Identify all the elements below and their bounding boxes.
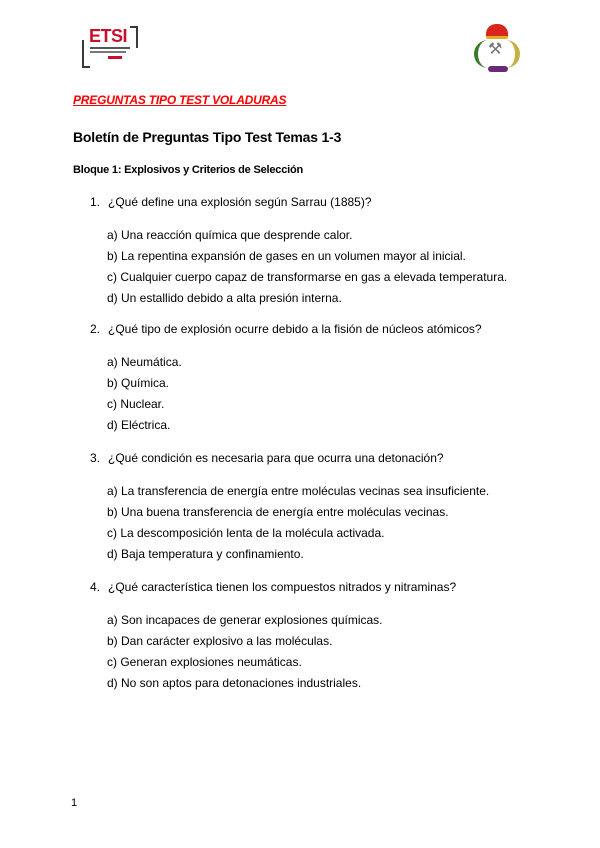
question-number: 1.	[90, 195, 101, 209]
answer-option-a: a) Son incapaces de generar explosiones químicas.	[107, 613, 383, 627]
question-number: 4.	[90, 580, 101, 594]
question-text: ¿Qué condición es necesaria para que ocurra una detonación?	[108, 451, 444, 465]
question-number: 3.	[90, 451, 101, 465]
crossed-hammers-icon: ⚒	[488, 41, 503, 58]
logo-subtitle-line	[90, 51, 126, 53]
oak-branch-icon	[501, 40, 520, 68]
answer-option-c: c) Generan explosiones neumáticas.	[107, 655, 302, 669]
question-text: ¿Qué define una explosión según Sarrau (1885)?	[108, 195, 372, 209]
etsi-logo-icon	[82, 26, 138, 68]
logo-university-mark	[108, 56, 122, 59]
answer-option-a: a) La transferencia de energía entre moléculas vecinas sea insuficiente.	[107, 484, 490, 498]
answer-option-d: d) Baja temperatura y confinamiento.	[107, 547, 304, 561]
answer-options	[107, 228, 507, 312]
answer-option-a: a) Una reacción química que desprende calor.	[107, 228, 353, 242]
answer-option-b: b) Química.	[107, 376, 170, 390]
answer-option-c: c) Nuclear.	[107, 397, 165, 411]
question-2	[90, 322, 482, 439]
question-number: 2.	[90, 322, 101, 336]
question-4	[90, 580, 456, 697]
answer-option-d: d) Un estallido debido a alta presión interna.	[107, 291, 342, 305]
answer-option-b: b) La repentina expansión de gases en un volumen mayor al inicial.	[107, 249, 466, 263]
answer-options	[107, 613, 456, 697]
question-1	[90, 195, 507, 312]
section-title: Bloque 1: Explosivos y Criterios de Selección	[73, 164, 304, 176]
answer-option-d: d) Eléctrica.	[107, 418, 171, 432]
answer-options	[107, 355, 482, 439]
answer-option-b: b) Dan carácter explosivo a las moléculas.	[107, 634, 333, 648]
question-text: ¿Qué característica tienen los compuestos nitrados y nitraminas?	[108, 580, 457, 594]
page-number: 1	[71, 797, 78, 809]
document-title: Boletín de Preguntas Tipo Test Temas 1-3	[73, 129, 342, 145]
answer-options	[107, 484, 489, 568]
logo-subtitle-line	[90, 47, 130, 49]
coat-of-arms-icon	[468, 24, 528, 76]
question-3	[90, 451, 489, 568]
answer-option-d: d) No son aptos para detonaciones industriales.	[107, 676, 362, 690]
crown-icon	[486, 24, 508, 39]
answer-option-c: c) La descomposición lenta de la molécula activada.	[107, 526, 385, 540]
ribbon-icon	[488, 66, 508, 72]
document-label: PREGUNTAS TIPO TEST VOLADURAS	[73, 93, 287, 107]
answer-option-c: c) Cualquier cuerpo capaz de transformarse en gas a elevada temperatura.	[107, 270, 508, 284]
answer-option-b: b) Una buena transferencia de energía entre moléculas vecinas.	[107, 505, 449, 519]
question-text: ¿Qué tipo de explosión ocurre debido a la fisión de núcleos atómicos?	[108, 322, 482, 336]
etsi-logo-text: ETSI	[89, 26, 128, 46]
answer-option-a: a) Neumática.	[107, 355, 182, 369]
logo-bracket-right	[130, 26, 138, 48]
